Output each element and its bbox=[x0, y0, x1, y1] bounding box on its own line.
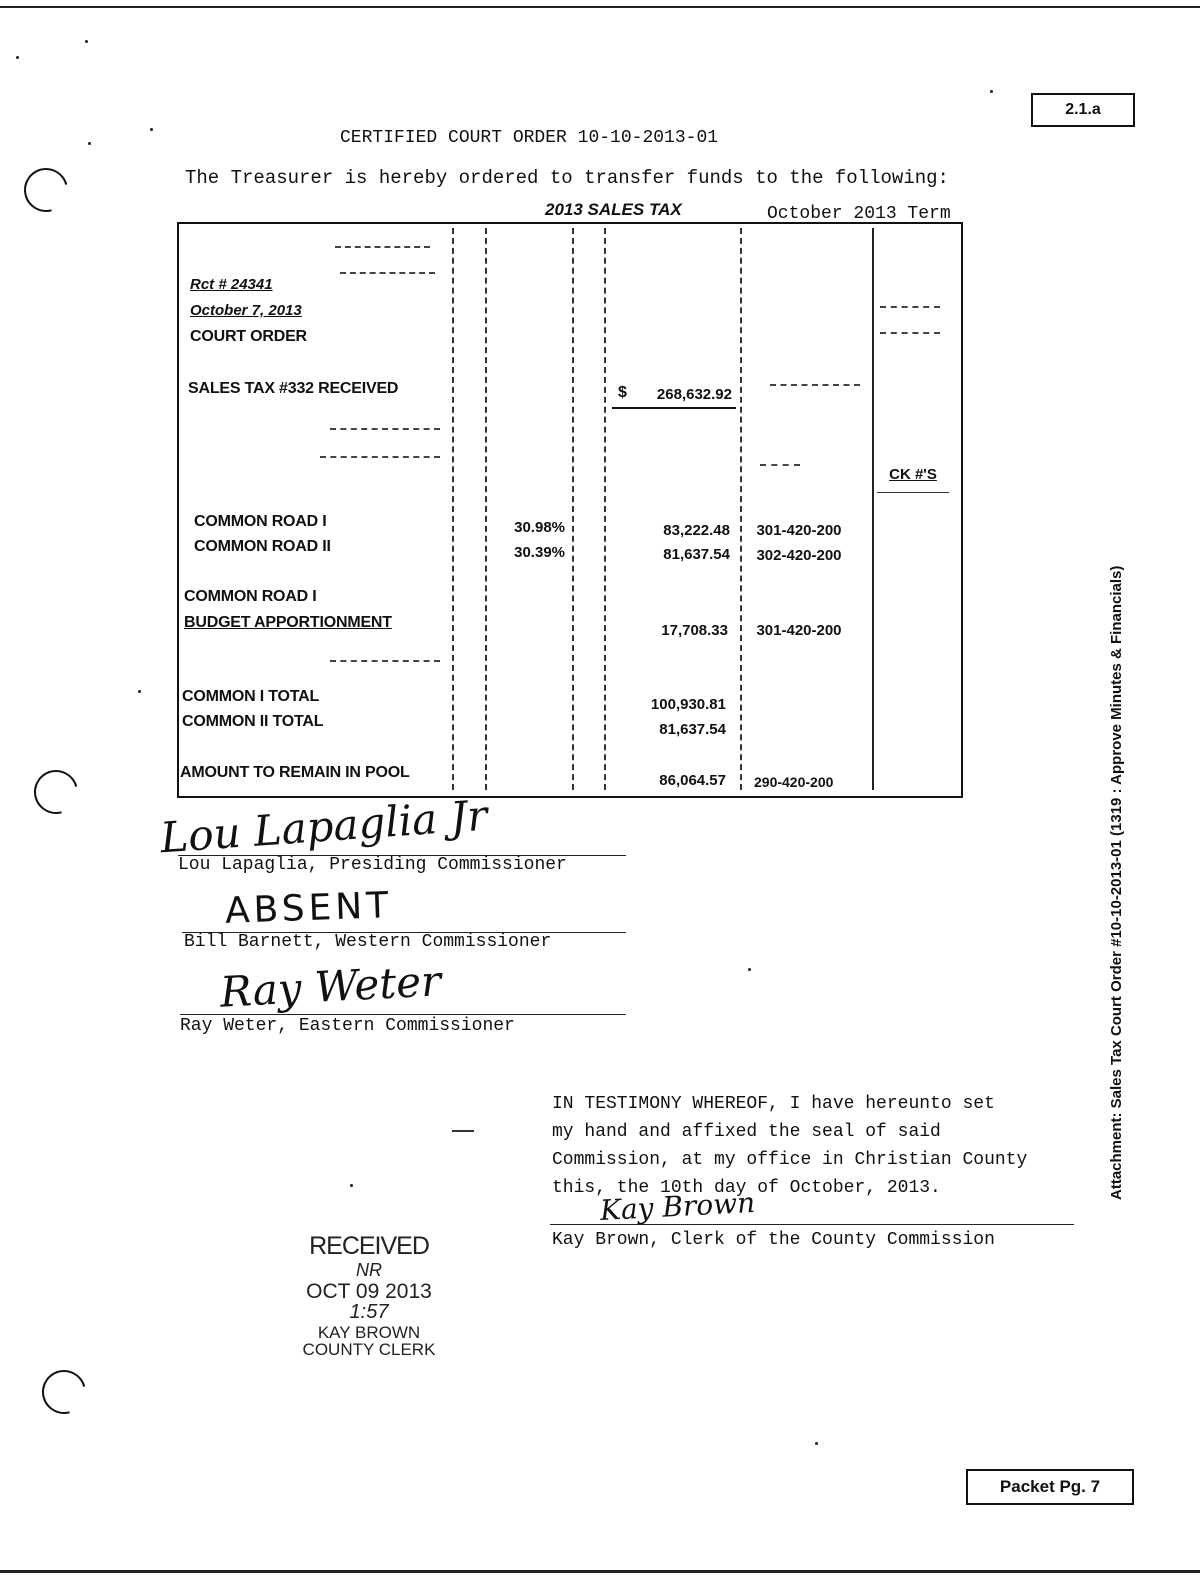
column-divider bbox=[872, 228, 874, 790]
page-top-rule bbox=[0, 6, 1200, 8]
total-amount: 81,637.54 bbox=[659, 721, 726, 738]
received-amount-rule bbox=[612, 407, 736, 409]
intro-text: The Treasurer is hereby ordered to transfer funds to the following: bbox=[185, 167, 949, 189]
received-stamp bbox=[296, 1234, 442, 1358]
budget-amount: 17,708.33 bbox=[661, 622, 728, 639]
signature-caption: Lou Lapaglia, Presiding Commissioner bbox=[178, 855, 567, 875]
punch-hole-top bbox=[16, 160, 76, 220]
scan-speck bbox=[85, 40, 88, 43]
signature-mark bbox=[159, 791, 489, 863]
signature-caption: Ray Weter, Eastern Commissioner bbox=[180, 1016, 515, 1036]
column-divider bbox=[740, 228, 742, 790]
received-label: SALES TAX #332 RECEIVED bbox=[188, 380, 399, 397]
filler-dashes bbox=[760, 464, 800, 466]
scan-speck bbox=[815, 1442, 818, 1445]
scan-speck bbox=[150, 128, 153, 131]
clerk-caption: Kay Brown, Clerk of the County Commission bbox=[552, 1230, 995, 1250]
total-label: COMMON II TOTAL bbox=[182, 713, 324, 730]
stray-mark bbox=[452, 1130, 474, 1132]
stamp-time: 1:57 bbox=[349, 1301, 389, 1323]
filler-dashes bbox=[880, 306, 940, 308]
remain-account: 290-420-200 bbox=[754, 774, 834, 790]
attachment-note bbox=[1108, 566, 1125, 1200]
row-label: COMMON ROAD II bbox=[194, 538, 331, 555]
received-amount: 268,632.92 bbox=[656, 386, 732, 403]
filler-dashes bbox=[880, 332, 940, 334]
row-amount: 83,222.48 bbox=[663, 522, 730, 539]
absent-mark bbox=[224, 885, 393, 932]
check-numbers-header bbox=[877, 466, 949, 493]
budget-label-line1: COMMON ROAD I bbox=[184, 588, 317, 605]
signature-caption: Bill Barnett, Western Commissioner bbox=[184, 932, 552, 952]
page-bottom-rule bbox=[0, 1570, 1200, 1573]
page-title: CERTIFIED COURT ORDER 10-10-2013-01 bbox=[340, 128, 719, 148]
punch-hole-bottom bbox=[34, 1362, 94, 1422]
row-amount: 81,637.54 bbox=[663, 546, 730, 563]
attachment-tag-label: 2.1.a bbox=[1065, 101, 1101, 118]
attachment-tag bbox=[1031, 93, 1135, 127]
signature-line bbox=[550, 1224, 1074, 1225]
stamp-name: KAY BROWN bbox=[317, 1323, 421, 1342]
clerk-signature-text: Kay Brown bbox=[599, 1185, 756, 1228]
table-title: 2013 SALES TAX bbox=[545, 200, 682, 219]
remain-label: AMOUNT TO REMAIN IN POOL bbox=[180, 764, 410, 781]
remain-amount: 86,064.57 bbox=[659, 772, 726, 789]
signature-mark bbox=[219, 956, 442, 1017]
scan-speck bbox=[88, 142, 91, 145]
term-label: October 2013 Term bbox=[767, 204, 951, 224]
attachment-note-text: Attachment: Sales Tax Court Order #10-10-2013-01 (1319 : Approve Minutes & Financials) bbox=[1108, 565, 1125, 1200]
scan-speck bbox=[990, 90, 993, 93]
signature-mark-text: Lou Lapaglia Jr bbox=[158, 790, 489, 863]
column-divider bbox=[452, 228, 454, 790]
row-percent: 30.98% bbox=[514, 519, 565, 536]
filler-dashes bbox=[330, 660, 440, 662]
stamp-office: COUNTY CLERK bbox=[302, 1340, 436, 1359]
absent-mark-text: ABSENT bbox=[224, 885, 393, 932]
row-label: COMMON ROAD I bbox=[194, 513, 327, 530]
column-divider bbox=[572, 228, 574, 790]
filler-dashes bbox=[770, 384, 860, 386]
budget-account: 301-420-200 bbox=[756, 622, 842, 639]
receipt-number: Rct # 24341 bbox=[190, 276, 273, 293]
packet-page-box bbox=[966, 1469, 1134, 1505]
row-account: 301-420-200 bbox=[756, 522, 842, 539]
filler-dashes bbox=[340, 272, 435, 274]
stamp-date: OCT 09 2013 bbox=[306, 1280, 432, 1303]
signature-mark-text: Ray Weter bbox=[218, 956, 443, 1017]
column-divider bbox=[604, 228, 606, 790]
packet-page-label: Packet Pg. 7 bbox=[999, 1477, 1101, 1496]
budget-label-line2: BUDGET APPORTIONMENT bbox=[184, 614, 392, 631]
scan-speck bbox=[138, 690, 141, 693]
testimony-line: IN TESTIMONY WHEREOF, I have hereunto set bbox=[552, 1094, 995, 1114]
check-numbers-label: CK #'S bbox=[889, 466, 937, 483]
clerk-signature-mark bbox=[599, 1186, 756, 1227]
filler-dashes bbox=[320, 456, 440, 458]
receipt-date: October 7, 2013 bbox=[190, 302, 302, 319]
filler-dashes bbox=[335, 246, 430, 248]
row-percent: 30.39% bbox=[514, 544, 565, 561]
scan-speck bbox=[748, 968, 751, 971]
punch-hole-middle bbox=[26, 762, 86, 822]
testimony-line: my hand and affixed the seal of said bbox=[552, 1122, 941, 1142]
row-account: 302-420-200 bbox=[756, 547, 842, 564]
testimony-line: Commission, at my office in Christian County bbox=[552, 1150, 1028, 1170]
total-amount: 100,930.81 bbox=[650, 696, 726, 713]
total-label: COMMON I TOTAL bbox=[182, 688, 320, 705]
column-divider bbox=[485, 228, 487, 790]
court-order-label: COURT ORDER bbox=[190, 328, 307, 345]
received-currency: $ bbox=[618, 384, 627, 401]
stamp-initials: NR bbox=[356, 1260, 382, 1280]
testimony-block bbox=[552, 1090, 1027, 1202]
stamp-title: RECEIVED bbox=[309, 1232, 429, 1260]
filler-dashes bbox=[330, 428, 440, 430]
scan-speck bbox=[350, 1184, 353, 1187]
signature-line bbox=[180, 1014, 626, 1015]
testimony-line: this, the 10th day of October, 2013. bbox=[552, 1178, 941, 1198]
scan-speck bbox=[16, 56, 19, 59]
